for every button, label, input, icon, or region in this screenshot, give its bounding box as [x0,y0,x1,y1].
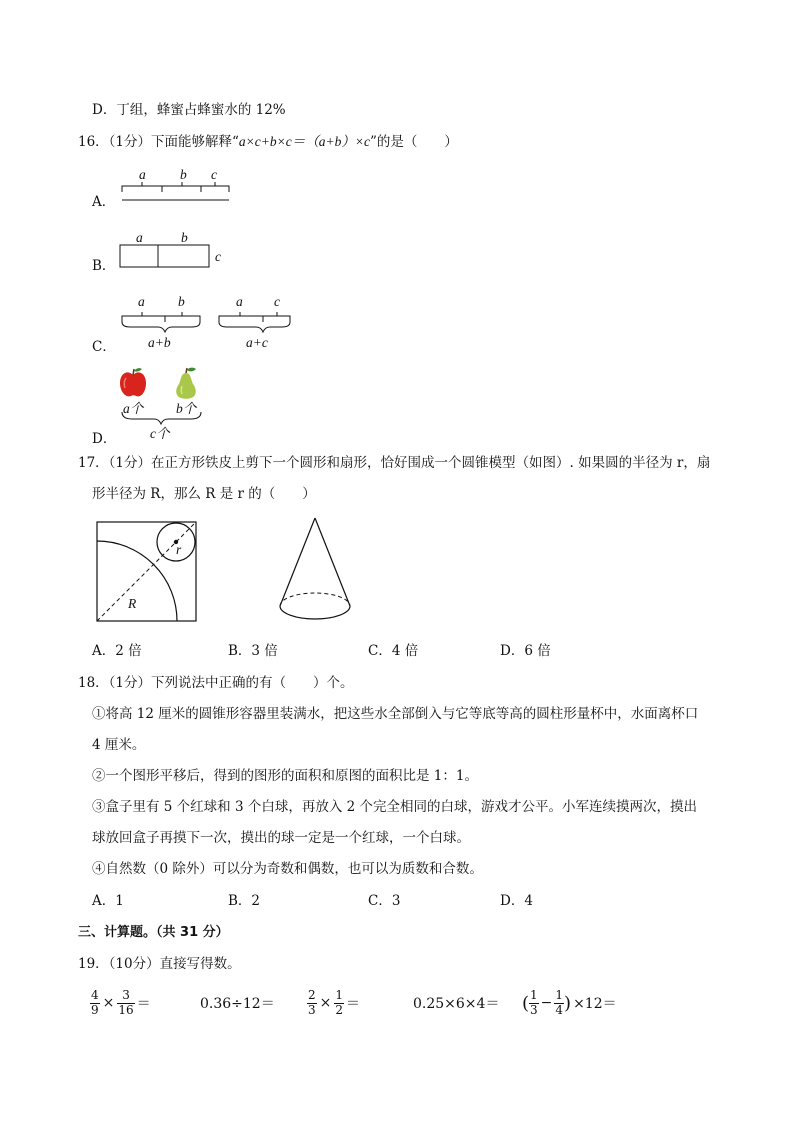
q16-option-d-label: D． [92,431,117,447]
q16-c-right-sum: a+c [246,335,268,350]
q16-c-left-sum: a+b [148,335,171,350]
q17-stem-line1: 17．（1分）在正方形铁皮上剪下一个圆形和扇形，恰好围成一个圆锥模型（如图）. 如果圆的半径为 r，扇 [78,455,711,471]
q18-statement-2: ②一个图形平移后，得到的图形的面积和原图的面积比是 1：1。 [92,768,478,784]
q18-option-d: D．4 [500,893,533,909]
q16-a-letter-b: b [180,167,187,182]
q18-option-b: B．2 [228,893,261,909]
q16-stem-formula: a×c+b×c＝（a+b）×c [238,134,370,149]
q16-a-letter-c: c [211,167,217,182]
q18-statement-1a: ①将高 12 厘米的圆锥形容器里装满水，把这些水全部倒入与它等底等高的圆柱形量杯中，水面离杯口 [92,706,699,722]
q16-b-letter-b: b [181,230,188,245]
q16-stem-suffix: ”的是（ ） [369,134,458,150]
q17-option-c: C．4 倍 [368,643,419,659]
q18-statement-3b: 球放回盒子再摸下一次，摸出的球一定是一个红球，一个白球。 [92,830,470,846]
q16-a-letter-a: a [139,167,146,182]
q16-c-right-c: c [274,294,280,309]
q16-d-pear-count: b个 [176,401,197,416]
q17-fig-r: r [176,542,182,557]
q17-fig-R: R [128,596,137,611]
q18-stem: 18．（1分）下列说法中正确的有（ ）个。 [78,675,354,691]
q16-stem-prefix: 16．（1分）下面能够解释“ [78,134,239,150]
q17-option-b: B．3 倍 [228,643,278,659]
q18-statement-1b: 4 厘米。 [92,737,146,753]
q16-c-left-a: a [138,294,145,309]
section-3-heading: 三、计算题。（共 31 分） [78,925,229,940]
q16-c-right-a: a [236,294,243,309]
q16-b-letter-a: a [136,230,143,245]
q15-option-d: D．丁组，蜂蜜占蜂蜜水的 12% [92,102,286,118]
q19-expr-1: $\frac{4}{9}$ × $\frac{3}{16}$ ＝ [91,987,151,1017]
q19-expr-3: $\frac{2}{3}$ × $\frac{1}{2}$ ＝ [308,987,361,1017]
q16-c-left-b: b [178,294,185,309]
q18-statement-3a: ③盒子里有 5 个红球和 3 个白球，再放入 2 个完全相同的白球，游戏才公平。小军连续摸两次，摸出 [92,799,698,815]
q17-option-d: D．6 倍 [500,643,551,659]
q18-option-c: C．3 [368,893,401,909]
q16-option-b-label: B． [92,258,116,274]
q19-expr-2: 0.36÷12＝ [200,996,275,1012]
q19-expr-5: ( $\frac{1}{3}$ − $\frac{1}{4}$ ) ×12＝ [522,987,617,1017]
q19-stem: 19．（10分）直接写得数。 [78,956,241,972]
q16-option-a-label: A． [92,194,116,210]
q17-option-a: A．2 倍 [92,643,142,659]
q17-stem-line2: 形半径为 R，那么 R 是 r 的（ ） [92,486,316,502]
q18-option-a: A．1 [92,893,124,909]
q18-statement-4: ④自然数（0 除外）可以分为奇数和偶数，也可以为质数和合数。 [92,861,483,877]
q16-option-c-label: C． [92,339,116,355]
q16-d-apple-count: a个 [123,401,144,416]
q16-b-letter-c: c [215,249,221,264]
q19-expr-4: 0.25×6×4＝ [413,996,500,1012]
q16-d-total: c个 [150,426,170,441]
